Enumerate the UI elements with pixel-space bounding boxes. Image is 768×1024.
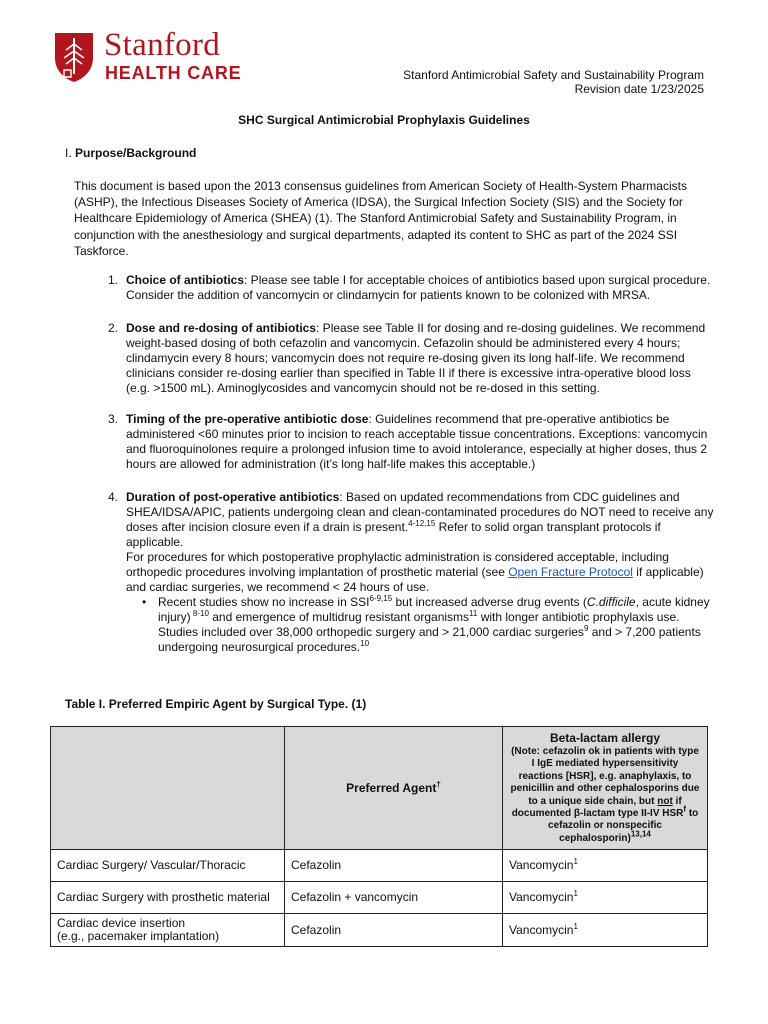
logo-subtitle: HEALTH CARE	[105, 63, 242, 83]
item-text: : Please see table I for acceptable choices of antibiotics based upon surgical procedure. Consider the addition of vancomycin or clindamycin for patients known to be colonized with MRSA.	[126, 273, 711, 302]
item-text: : Guidelines recommend that pre-operative antibiotics be administered <60 minutes prior to incision to reach acceptable tissue concentrations. Exceptions: vancomycin and fluoroquinolones require a prolonged infusion time to avoid intolerance, especially at higher doses, thus 2 hours are allowed for administration (it’s long half-life makes this acceptable.)	[126, 412, 708, 471]
surgery-cell: Cardiac Surgery/ Vascular/Thoracic	[51, 850, 285, 882]
intro-paragraph: This document is based upon the 2013 consensus guidelines from American Society of Health-System Pharmacists (ASHP), the Infectious Diseases Society of America (IDSA), the Surgical Infection Society (SIS) and the Society for Healthcare Epidemiology of America (SHEA) (1). The Stanford Antimicrobial Safety and Sustainability Program, in conjunction with the anesthesiology and surgical departments, adapted its content to SHC as part of the 2024 SSI Taskforce.	[74, 179, 687, 258]
list-number: 3.	[108, 412, 119, 426]
citation: 1	[573, 921, 578, 931]
citation: 4-12,15	[408, 519, 436, 528]
agent-cell: Cefazolin + vancomycin	[285, 882, 503, 914]
bullet-text: Recent studies show no increase in SSI	[158, 595, 370, 609]
bullet-text: and emergence of multidrug resistant organisms	[208, 610, 470, 624]
revision-date: Revision date 1/23/2025	[574, 82, 704, 96]
note-text: to cefazolin or nonspecific cephalosporin)	[548, 807, 699, 844]
stanford-tree-shield-icon	[52, 30, 96, 84]
item-text: : Based on updated recommendations from CDC guidelines and SHEA/IDSA/APIC, patients undergoing clean and clean-contaminated procedures do NOT need to receive any doses after incision closure even if a drain is present.	[126, 490, 714, 534]
bullet-dot: •	[142, 595, 147, 609]
guideline-list	[74, 273, 714, 655]
list-item	[74, 273, 714, 303]
allergy-agent: Vancomycin	[509, 922, 574, 937]
document-header	[403, 68, 704, 96]
bullet-text: and > 7,200 patients undergoing neurosurgical procedures.	[158, 625, 701, 654]
citation: 1	[573, 857, 578, 866]
stanford-logo	[52, 26, 242, 86]
header-label: Beta-lactam allergy	[549, 730, 661, 745]
paragraph-text: For procedures for which postoperative prophylactic administration is considered acceptable, including orthopedic procedures involving implantation of prosthetic material (see	[126, 550, 669, 579]
table-row	[51, 850, 708, 882]
citation: 6-9,15	[369, 594, 393, 603]
list-number: 2.	[108, 321, 119, 335]
agent-cell: Cefazolin	[285, 914, 503, 947]
header-blank-cell	[51, 727, 285, 850]
section-heading	[65, 146, 196, 160]
surgery-cell: Cardiac Surgery with prosthetic material	[51, 882, 285, 914]
bullet-text: with longer antibiotic prophylaxis use. Studies included over 38,000 orthopedic surgery and > 21,000 cardiac surgeries	[158, 610, 680, 639]
paragraph-text: if applicable) and cardiac surgeries, we recommend < 24 hours of use.	[126, 565, 704, 594]
item-heading: Duration of post-operative antibiotics	[126, 490, 340, 504]
document-title: SHC Surgical Antimicrobial Prophylaxis Guidelines	[238, 113, 530, 127]
allergy-cell	[503, 850, 708, 882]
item-heading: Timing of the pre-operative antibiotic dose	[126, 412, 369, 426]
item-heading: Choice of antibiotics	[126, 273, 245, 287]
citation: 1	[573, 889, 578, 898]
item-text: : Please see Table II for dosing and re-dosing guidelines. We recommend weight-based dosing of both cefazolin and vancomycin. Cefazolin should be administered every 4 hours; clindamycin every 8 hours; vancomycin does not require re-dosing given its long half-life. We recommend clinicians consider re-dosing earlier than specified in Table II if there is excessive intra-operative blood loss (e.g. >1500 mL). Aminoglycosides and vancomycin should not be re-dosed in this setting.	[126, 321, 706, 395]
logo-name: Stanford	[104, 27, 221, 63]
allergy-agent: Vancomycin	[509, 858, 574, 872]
section-number: I.	[65, 146, 72, 160]
note-text: (Note: cefazolin ok in patients with type I IgE mediated hypersensitivity reactions [HSR], e.g. anaphylaxis, to penicillin and other cephalosporins due to a unique side chain, but	[510, 745, 700, 807]
bullet-italic: C.difficile	[586, 595, 636, 609]
header-preferred-agent	[285, 727, 503, 850]
table-header-row	[51, 727, 708, 850]
table-row	[51, 914, 708, 947]
prophylaxis-table	[50, 726, 708, 947]
list-number: 4.	[108, 490, 119, 504]
surgery-cell: Cardiac device insertion (e.g., pacemaker implantation)	[51, 914, 285, 947]
table-row	[51, 882, 708, 914]
allergy-agent: Vancomycin	[509, 890, 574, 904]
allergy-cell	[503, 914, 708, 947]
note-text: if documented β-lactam type II-IV HSR	[511, 795, 684, 819]
citation: 11	[469, 609, 478, 618]
bullet-item	[126, 595, 714, 655]
allergy-cell	[503, 882, 708, 914]
table-title: Table I. Preferred Empiric Agent by Surgical Type. (1)	[65, 697, 367, 711]
item-heading: Dose and re-dosing of antibiotics	[126, 321, 317, 335]
section-title: Purpose/Background	[75, 146, 197, 160]
header-label: Preferred Agent	[346, 781, 437, 795]
header-beta-lactam-allergy	[503, 727, 708, 850]
citation: 8-10	[190, 609, 209, 618]
citation: 9	[583, 624, 589, 633]
header-footnote-mark: †	[436, 780, 441, 789]
list-item	[74, 490, 714, 655]
item-text: Refer to solid organ transplant protocols if applicable.	[126, 520, 661, 549]
item-paragraph	[126, 550, 714, 595]
note-emphasis: not	[657, 795, 673, 807]
citation: f	[683, 804, 687, 814]
list-number: 1.	[108, 273, 119, 287]
bullet-text: , acute kidney injury)	[158, 595, 710, 624]
list-item	[74, 412, 714, 472]
open-fracture-protocol-link[interactable]: Open Fracture Protocol	[508, 565, 633, 579]
list-item	[74, 321, 714, 396]
bullet-text: but increased adverse drug events (	[392, 595, 587, 609]
citation: 10	[360, 639, 370, 648]
agent-cell: Cefazolin	[285, 850, 503, 882]
program-name: Stanford Antimicrobial Safety and Sustainability Program	[403, 68, 704, 82]
citation: 13,14	[630, 829, 651, 839]
allergy-note	[509, 746, 701, 845]
